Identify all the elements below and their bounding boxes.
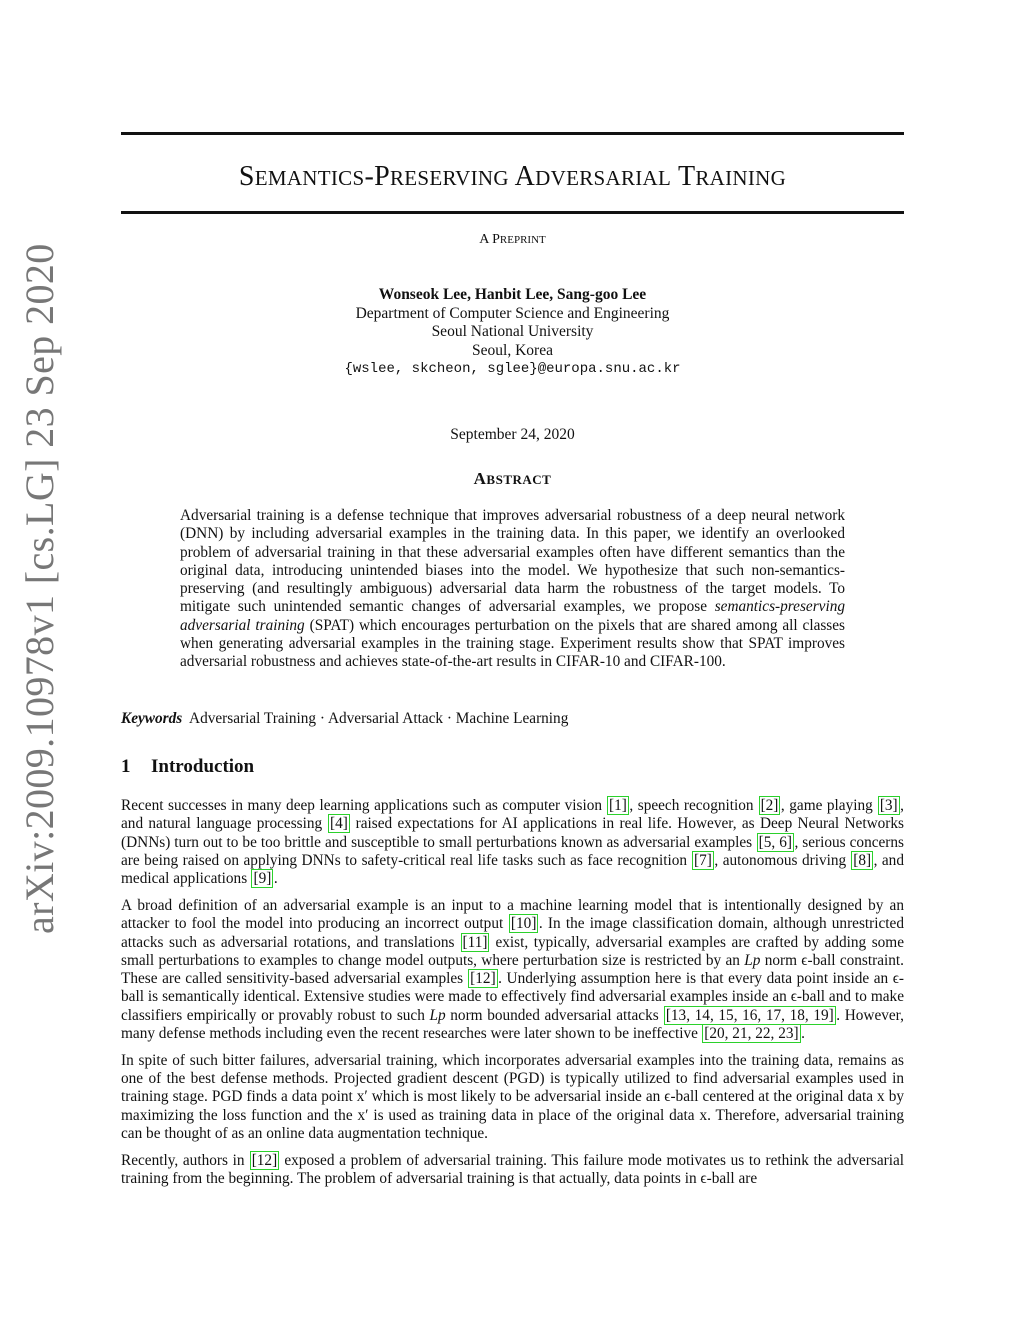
title-smallcaps: RESERVING [389, 166, 509, 190]
title-smallcaps: DVERSARIAL [535, 166, 672, 190]
text: , speech recognition [629, 797, 759, 814]
text: raised expectations for AI applications in real life. However, as Deep Neural Networks (DNNs) turn out to be too brittle and susceptible to small perturbations known as adversarial examples [121, 815, 904, 851]
citation-link[interactable]: [20, 21, 22, 23] [704, 1025, 799, 1043]
text: norm bounded adversarial attacks [445, 1006, 664, 1024]
arxiv-identifier[interactable]: arXiv:2009.10978v1 [cs.LG] 23 Sep 2020 [17, 243, 62, 934]
title-cap: S [238, 161, 255, 192]
abstract-text-part: (SPAT) which encourages perturbation on the pixels that are shared among all classes when generating adversarial examples in the training stage. Experiment results show that SPAT improves adversarial robustness and achieves state-of-the-art results in CIFAR-10 and CIFAR-100. [180, 616, 846, 671]
author-location: Seoul, Korea [472, 341, 553, 359]
citation-link[interactable]: [8] [853, 851, 872, 869]
paper-date: September 24, 2020 [450, 426, 575, 443]
text: norm ϵ-ball constraint. These are called sensitivity-based adversarial examples [121, 951, 904, 988]
text: . However, many defense methods including even the recent researches were later shown to be ineffective [121, 1006, 904, 1043]
abstract-text [180, 507, 845, 672]
paragraph [121, 1152, 904, 1189]
title-cap: P [374, 161, 390, 192]
keywords-list: Adversarial Training · Adversarial Attack · Machine Learning [189, 710, 569, 727]
citation-link[interactable]: [7] [694, 851, 712, 869]
abstract-heading-cap: A [473, 469, 487, 488]
title-rule-bottom [121, 211, 904, 214]
preprint-cap: P [492, 232, 500, 247]
abstract-emphasis: semantics-preserving adversarial training [180, 598, 845, 634]
citation-link[interactable]: [2] [760, 797, 779, 814]
author-names: Wonseok Lee, Hanbit Lee, Sang-goo Lee [378, 286, 647, 303]
title-hyphen: - [364, 161, 375, 192]
preprint-label [121, 231, 904, 249]
author-university: Seoul National University [431, 323, 594, 340]
text: A broad definition of an adversarial example is an input to a machine learning model that is intentionally designed by an attacker to fool the model into producing an incorrect output [121, 896, 904, 933]
citation-link[interactable]: [4] [329, 815, 348, 833]
abstract-heading-smallcaps: BSTRACT [486, 472, 552, 487]
abstract-text-part: Adversarial training is a defense technique that improves adversarial robustness of a deep neural network (DNN) by including adversarial examples in the training data. In this paper, we identify an overlooked problem of adversarial training in that these adversarial examples often have different semantics than the original data, introducing unintended biases into the model. We hypothesize that such non-semantics-preserving (and resultingly ambiguous) adversarial data harm the robustness of the target models. To mitigate such unintended semantic changes of adversarial examples, we propose [180, 507, 845, 616]
abstract-heading [121, 468, 904, 491]
citation-link[interactable]: [5, 6] [758, 833, 792, 851]
text: . [273, 870, 278, 888]
keywords-label: Keywords [121, 710, 183, 727]
text: exist, typically, adversarial examples are crafted by adding some small perturbations to examples to change model outputs, where perturbation size is restricted by an [121, 933, 904, 969]
text: , and natural language processing [121, 797, 904, 833]
paragraph: In spite of such bitter failures, adversarial training, which incorporates adversarial examples into the training data, remains as one of the best defense methods. Projected gradient descent (PGD) is typically utilized to find adversarial examples used in training stage. PGD finds a data point x′ which is most likely to be adversarial inside an ϵ-ball centered at the original data x by maximizing the loss function and the x′ is used as training data in place of the original data x. Therefore, adversarial training can be thought of as an online data augmentation technique. [121, 1051, 904, 1143]
math-symbol: Lp [744, 951, 761, 969]
text: , serious concerns are being raised on applying DNNs to safety-critical real life tasks such as face recognition [121, 833, 904, 869]
text: , and medical applications [121, 851, 904, 888]
paragraph [121, 897, 904, 1043]
section-heading-introduction [121, 756, 254, 778]
paper-title [121, 160, 904, 195]
section-title: Introduction [151, 756, 255, 777]
citation-link[interactable]: [10] [510, 915, 537, 933]
introduction-body [121, 797, 904, 1197]
author-department: Department of Computer Science and Engineering [355, 304, 670, 322]
paragraph [121, 797, 904, 888]
title-smallcaps: RAINING [695, 166, 787, 190]
keywords-line [121, 709, 904, 728]
text: , autonomous driving [714, 851, 851, 869]
text: , game playing [780, 797, 878, 814]
text: . [801, 1025, 805, 1043]
title-smallcaps: EMANTICS [254, 166, 365, 190]
citation-link[interactable]: [13, 14, 15, 16, 17, 18, 19] [665, 1006, 834, 1024]
citation-link[interactable]: [11] [462, 933, 488, 951]
text: Recently, authors in [121, 1151, 250, 1169]
preprint-cap: A [479, 232, 489, 247]
citation-link[interactable]: [12] [470, 970, 496, 988]
title-rule-top [121, 132, 904, 135]
text: . Underlying assumption here is that every data point inside an ϵ-ball is semantically identical. Extensive studies were made to effectively find adversarial examples inside an ϵ-ball and to make classifiers empirically or provably robust to such [121, 970, 904, 1024]
author-block [121, 286, 904, 379]
text: exposed a problem of adversarial training. This failure mode motivates us to rethink the adversarial training from the beginning. The problem of adversarial training is that actually, data points in ϵ-ball are [121, 1151, 904, 1188]
citation-link[interactable]: [12] [251, 1151, 278, 1169]
title-cap: A [514, 161, 536, 192]
citation-link[interactable]: [9] [253, 870, 272, 888]
citation-link[interactable]: [3] [879, 797, 898, 814]
text: . In the image classification domain, although unrestricted attacks such as adversarial rotations, and translations [121, 915, 904, 951]
title-cap: T [677, 161, 696, 192]
author-email[interactable]: {wslee, skcheon, sglee}@europa.snu.ac.kr [344, 361, 681, 377]
math-symbol: Lp [429, 1006, 446, 1024]
citation-link[interactable]: [1] [609, 797, 627, 814]
preprint-smallcaps: REPRINT [499, 234, 546, 246]
text: Recent successes in many deep learning applications such as computer vision [121, 797, 607, 814]
section-number: 1 [121, 756, 131, 777]
